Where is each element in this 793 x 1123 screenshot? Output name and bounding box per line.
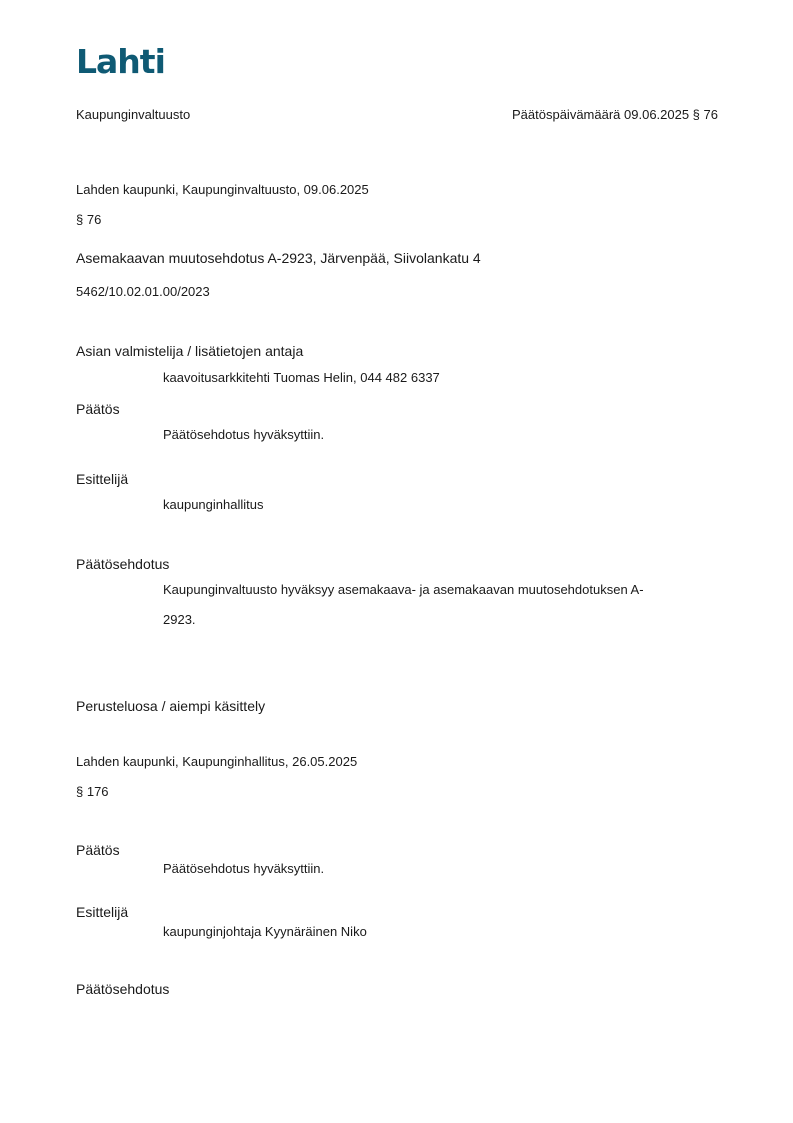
lahti-logo: Lahti — [76, 42, 165, 81]
background-meeting-line: Lahden kaupunki, Kaupunginhallitus, 26.05.2025 — [76, 754, 358, 769]
case-number: 5462/10.02.01.00/2023 — [76, 284, 210, 299]
background-heading: Perusteluosa / aiempi käsittely — [76, 698, 266, 714]
background-presenter-heading: Esittelijä — [76, 904, 129, 920]
decision-heading: Päätös — [76, 401, 120, 417]
background-decision-value: Päätösehdotus hyväksyttiin. — [163, 861, 325, 876]
background-decision-heading: Päätös — [76, 842, 120, 858]
header-decision-date: Päätöspäivämäärä 09.06.2025 § 76 — [512, 107, 718, 122]
header-body-name: Kaupunginvaltuusto — [76, 107, 191, 122]
presenter-value: kaupunginhallitus — [163, 497, 264, 512]
preparer-heading: Asian valmistelija / lisätietojen antaja — [76, 343, 304, 359]
background-section: § 176 — [76, 784, 109, 799]
decision-value: Päätösehdotus hyväksyttiin. — [163, 427, 325, 442]
meeting-subject: Asemakaavan muutosehdotus A-2923, Järvenpää, Siivolankatu 4 — [76, 250, 481, 266]
proposal-text-line1: Kaupunginvaltuusto hyväksyy asemakaava- ja asemakaavan muutosehdotuksen A- — [163, 582, 644, 597]
proposal-heading: Päätösehdotus — [76, 556, 170, 572]
background-proposal-heading: Päätösehdotus — [76, 981, 170, 997]
meeting-line: Lahden kaupunki, Kaupunginvaltuusto, 09.06.2025 — [76, 182, 369, 197]
preparer-value: kaavoitusarkkitehti Tuomas Helin, 044 482 6337 — [163, 370, 440, 385]
meeting-section: § 76 — [76, 212, 102, 227]
proposal-text-line2: 2923. — [163, 612, 196, 627]
background-presenter-value: kaupunginjohtaja Kyynäräinen Niko — [163, 924, 367, 939]
presenter-heading: Esittelijä — [76, 471, 129, 487]
